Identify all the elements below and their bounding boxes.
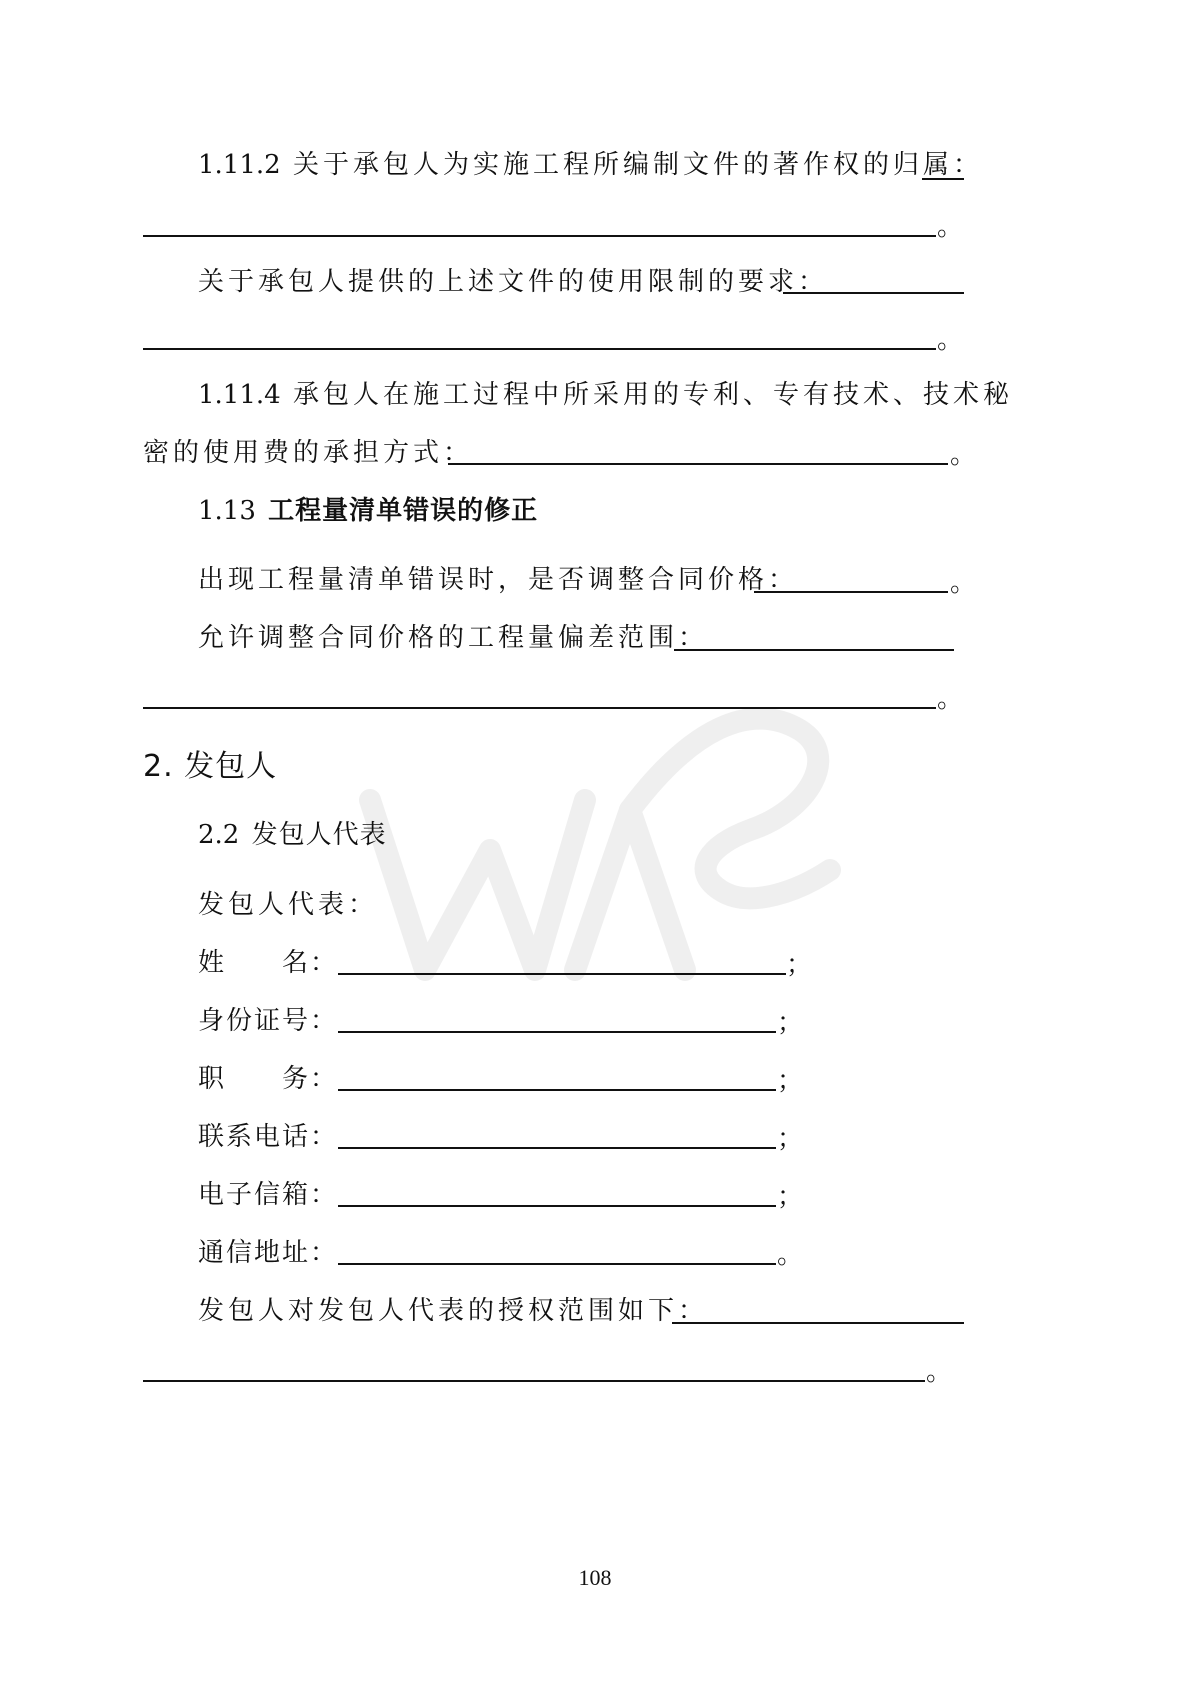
line-end-mark: 。 [926,1357,953,1387]
field-label: 姓 名： [198,948,339,978]
position-input[interactable] [338,1089,776,1091]
blank-line[interactable] [143,707,936,709]
section-2-heading: 2. 发包人 [143,749,278,784]
authority-scope-line [198,1294,708,1328]
clause-1-13-heading [198,494,538,528]
blank-line[interactable] [783,292,964,294]
field-row-id-number [198,1004,340,1038]
name-input[interactable] [338,973,786,975]
clause-number: 1.11.4 [198,380,281,410]
field-label: 电子信箱： [198,1180,339,1210]
field-row-email [198,1178,340,1212]
question-text: 允许调整合同价格的工程量偏差范围： [198,623,709,653]
field-row-position [198,1062,340,1096]
field-label: 职 务： [198,1064,339,1094]
wps-watermark-logo [330,640,850,1020]
phone-input[interactable] [338,1147,776,1149]
blank-line[interactable] [143,1380,925,1382]
clause-number: 1.13 [198,496,256,526]
clause-title: 工程量清单错误的修正 [268,496,539,526]
blank-line[interactable] [143,348,936,350]
email-input[interactable] [338,1205,776,1207]
line-end-mark: ； [777,1182,804,1212]
clause-1-11-2-line [198,148,983,182]
line-end-mark: 。 [950,568,977,598]
blank-line[interactable] [674,649,954,651]
line-end-mark: 。 [950,440,977,470]
clause-title: 发包人代表 [251,820,387,850]
authority-text: 发包人对发包人代表的授权范围如下： [198,1296,709,1326]
question-text: 出现工程量清单错误时，是否调整合同价格： [198,565,799,595]
usage-restriction-text: 关于承包人提供的上述文件的使用限制的要求： [198,267,829,297]
clause-number: 1.11.2 [198,150,281,180]
clause-2-2-heading [198,818,387,852]
field-row-address [198,1236,340,1270]
line-end-mark: ； [777,1124,804,1154]
price-adjust-question [198,563,798,597]
line-end-mark: ； [786,950,813,980]
clause-1-11-4-line1 [198,378,1013,412]
blank-line[interactable] [672,1322,964,1324]
blank-line[interactable] [754,591,948,593]
line-end-mark: ； [777,1008,804,1038]
address-input[interactable] [338,1263,776,1265]
field-label: 通信地址： [198,1238,339,1268]
field-label: 身份证号： [198,1006,339,1036]
line-end-mark: 。 [937,684,964,714]
clause-text: 承包人在施工过程中所采用的专利、专有技术、技术秘 [292,380,1013,410]
field-row-name [198,946,340,980]
field-label: 联系电话： [198,1122,339,1152]
page-number: 108 [578,1565,612,1590]
line-end-mark: 。 [777,1240,804,1270]
usage-restriction-line [198,265,828,299]
quantity-deviation-question [198,621,708,655]
line-end-mark: ； [777,1066,804,1096]
line-end-mark: 。 [937,325,964,355]
intro-text: 发包人代表： [198,890,379,920]
blank-line[interactable] [448,463,948,465]
blank-line[interactable] [143,235,936,237]
clause-number: 2.2 [198,820,240,850]
id-number-input[interactable] [338,1031,776,1033]
clause-text: 关于承包人为实施工程所编制文件的著作权的归属： [292,150,983,180]
field-row-phone [198,1120,340,1154]
representative-intro [198,888,378,922]
clause-text: 密的使用费的承担方式： [143,438,474,468]
clause-1-11-4-line2 [143,436,473,470]
blank-line[interactable] [922,178,964,180]
line-end-mark: 。 [937,212,964,242]
